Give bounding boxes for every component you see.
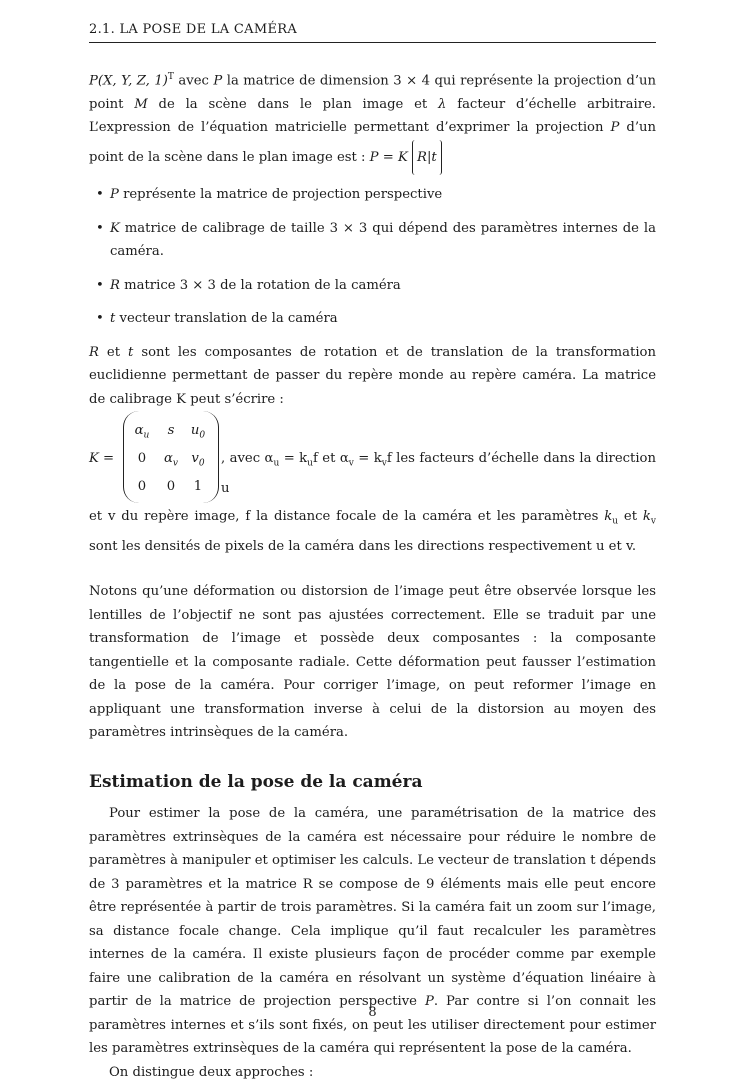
matrix-cell: $u_0$ (190, 423, 206, 442)
matrix-cell: $\alpha_u$ (134, 423, 150, 442)
list-item (89, 307, 656, 331)
math-var: P (110, 187, 119, 203)
matrix-cell: 0 (137, 451, 147, 467)
paragraph-rotation (89, 341, 656, 412)
matrix-cell: 0 (166, 479, 176, 495)
calibration-matrix (123, 411, 219, 503)
section-heading: Estimation de la pose de la caméra (89, 771, 423, 792)
list-item (89, 183, 656, 207)
matrix-cell: 0 (137, 479, 147, 495)
matrix-cell: 1 (193, 479, 203, 495)
list-item (89, 217, 656, 264)
page-number: 8 (368, 1005, 377, 1020)
math-var: t (110, 311, 116, 327)
list-item-text: matrice 3 × 3 de la rotation de la caméra (119, 277, 401, 293)
running-header: 2.1. LA POSE DE LA CAMÉRA (89, 22, 656, 43)
math-bracket: R|t (412, 140, 442, 176)
math-point: P(X, Y, Z, 1) (89, 73, 168, 89)
math-var: P (213, 73, 223, 89)
matrix-cell: s (167, 423, 175, 439)
math-var: λ (438, 96, 447, 112)
math-equation: P = K (369, 149, 408, 165)
paragraph-approaches: On distingue deux approches : (109, 1064, 314, 1080)
math-var: P (610, 120, 620, 136)
matrix-label: K = (89, 451, 115, 467)
text: la matrice de dimension 3 × 4 qui représente la projection d’un point (89, 73, 656, 112)
text: de la scène dans le plan image et (147, 96, 439, 112)
paragraph-distortion: Notons qu’une déformation ou distorsion de l’image peut être observée lorsque les lentilles de l’objectif ne sont pas ajustées correctement. Elle se traduit par une transformation de l’image et possède deux composantes : la composante tangentielle et la composante radiale. Cette déformation peut fausser l’estimation de la pose de la caméra. Pour corriger l’image, on peut reformer l’image en appliquant une transformation inverse à celui de la distorsion au moyen des paramètres intrinsèques de la caméra. (89, 584, 656, 741)
matrix-description: , avec $\alpha_u = k_uf$ et $\alpha_v = k_vf$ les facteurs d’échelle dans la direction u (221, 451, 656, 496)
list-item-text: représente la matrice de projection perspective (118, 187, 443, 203)
math-var: R (110, 277, 120, 293)
calibration-matrix-row (89, 411, 656, 505)
matrix-cell: $v_0$ (191, 451, 205, 470)
list-item-text: vecteur translation de la caméra (115, 311, 338, 327)
text: facteur d’échelle arbitraire. L’expression de l’équation matricielle permettant d’exprimer la projection (89, 96, 656, 136)
text: et (98, 344, 129, 360)
paragraph-focal: et v du repère image, f la distance focale de la caméra et les paramètres $k_u$ et $k_v$ sont les densités de pixels de la caméra dans les directions respectivement u et v. (89, 509, 656, 554)
math-sup: T (167, 72, 174, 82)
text: sont les composantes de rotation et de translation de la transformation euclidienne permettant de passer du repère monde au repère caméra. La matrice de calibrage K peut s’écrire : (89, 344, 656, 407)
paragraph-projection (89, 66, 656, 175)
text: avec (173, 73, 214, 89)
paragraph-estimation: Pour estimer la pose de la caméra, une paramétrisation de la matrice des paramètres extrinsèques de la caméra est nécessaire pour réduire le nombre de paramètres à manipuler et optimiser les calculs. Le vecteur de translation t dépends de 3 paramètres et la matrice R se compose de 9 éléments mais elle peut encore être représentée à partir de trois paramètres. Si la caméra fait un zoom sur l’image, sa distance focale change. Cela implique qu’il faut recalculer les paramètres internes de la caméra. Il existe plusieurs façon de procéder comme par exemple faire une calibration de la caméra en résolvant un système d’équation linéaire à partir de la matrice de projection perspective P. Par contre si l’on connait les paramètres internes et s’ils sont fixés, on peut les utiliser directement pour estimer les paramètres extrinsèques de la caméra qui représentent la pose de la caméra. (89, 806, 657, 1057)
page-body (89, 66, 656, 1084)
math-var: K (110, 220, 120, 236)
math-var: M (134, 96, 148, 112)
matrix-cell: $\alpha_v$ (164, 451, 178, 470)
bullet-list (89, 183, 656, 331)
math-var: R (89, 344, 99, 360)
list-item-text: matrice de calibrage de taille 3 × 3 qui dépend des paramètres internes de la caméra. (110, 220, 656, 260)
list-item (89, 274, 656, 298)
text: d’un point de la scène dans le plan image est : (89, 120, 656, 165)
math-var: t (128, 344, 134, 360)
